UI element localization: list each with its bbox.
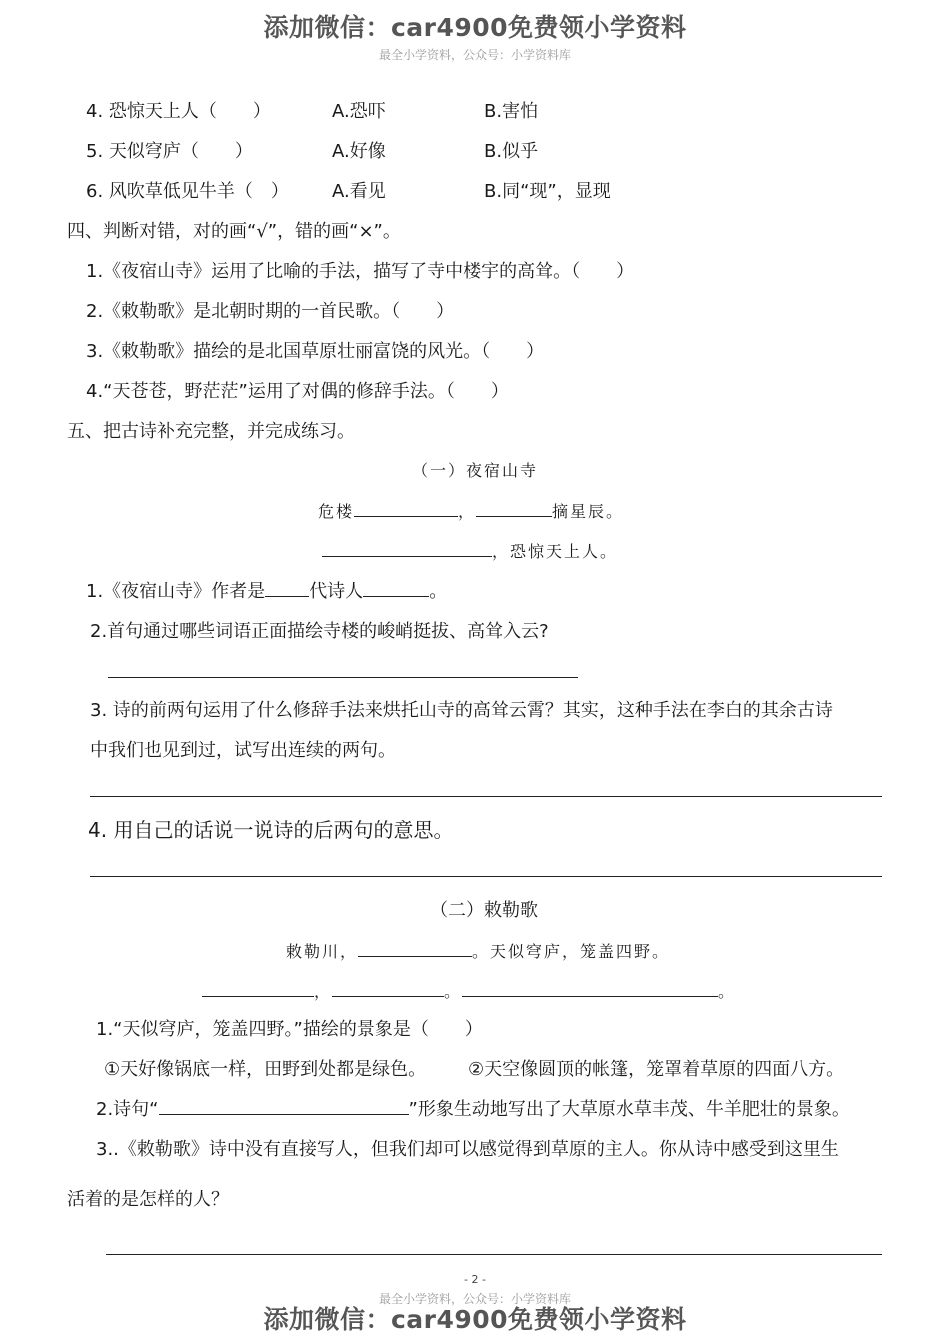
poem1-title: （一）夜宿山寺: [412, 461, 539, 480]
watermark-bottom: 添加微信：car4900免费领小学资料: [263, 1305, 687, 1334]
watermark-top: 添加微信：car4900免费领小学资料: [263, 13, 687, 42]
s5-q1-part-b: 代诗人: [309, 581, 364, 602]
poem1-line2-end: ，恐惊天上人。: [492, 542, 619, 561]
p2-q2-blank[interactable]: [159, 1096, 409, 1115]
s5-q1-part-a: 1.《夜宿山寺》作者是: [86, 581, 266, 602]
s5-q3-line2: 中我们也见到过，试写出连续的两句。: [90, 740, 396, 761]
p2-q3-answer-line[interactable]: [106, 1254, 882, 1255]
s5-q3-answer-line[interactable]: [90, 796, 882, 797]
header-cut-text: 最全小学资料，公众号：小学资料库: [378, 48, 571, 62]
poem2-blank-4[interactable]: [462, 978, 718, 997]
footer-cut-text: 最全小学资料，公众号：小学资料库: [378, 1292, 571, 1306]
p2-q1-option-2: ②天空像圆顶的帐篷，笼罩着草原的四面八方。: [468, 1059, 845, 1080]
section5-title: 五、把古诗补充完整，并完成练习。: [67, 421, 355, 442]
poem2-blank-3[interactable]: [332, 978, 444, 997]
poem2-blank-2[interactable]: [202, 978, 314, 997]
poem2-line2-end: 。: [718, 982, 737, 1001]
s5-q2: 2.首句通过哪些词语正面描绘寺楼的峻峭挺拔、高耸入云?: [90, 621, 549, 642]
poem2-line1: [286, 938, 670, 962]
s5-q1: [86, 577, 447, 603]
s5-q4: 4. 用自己的话说一说诗的后两句的意思。: [88, 818, 454, 842]
s3-item-5-option-b: B.似乎: [484, 141, 539, 162]
poem1-blank-1[interactable]: [354, 498, 458, 517]
s5-q4-answer-line[interactable]: [90, 876, 882, 877]
p2-q3-line1: 3..《敕勒歌》诗中没有直接写人，但我们却可以感觉得到草原的主人。你从诗中感受到这里生: [96, 1139, 839, 1160]
poem1-line2: [322, 538, 618, 562]
poem2-line1-end: 。天似穹庐，笼盖四野。: [472, 942, 671, 961]
s3-item-5-option-a: A.好像: [332, 141, 386, 162]
s5-q1-part-c: 。: [429, 581, 448, 602]
p2-q1-option-1: ①天好像锅底一样，田野到处都是绿色。: [104, 1059, 427, 1080]
s3-item-6-question: 6. 风吹草低见牛羊（ ）: [86, 181, 289, 202]
p2-q1: 1.“天似穹庐，笼盖四野。”描绘的景象是（ ）: [96, 1019, 483, 1040]
poem1-blank-3[interactable]: [322, 538, 492, 557]
poem1-line1: [318, 498, 624, 522]
s5-q1-blank-dynasty[interactable]: [265, 578, 309, 597]
p2-q2-part-b: ”形象生动地写出了大草原水草丰茂、牛羊肥壮的景象。: [408, 1099, 850, 1120]
s5-q3-line1: 3. 诗的前两句运用了什么修辞手法来烘托山寺的高耸云霄？其实，这种手法在李白的其余古诗: [90, 700, 833, 721]
poem1-line1-comma: ，: [458, 502, 477, 521]
p2-q2: [96, 1095, 850, 1121]
poem1-line1-end: 摘星辰。: [552, 502, 625, 521]
poem2-line2-comma: ，: [314, 982, 333, 1001]
s4-item-1: 1.《夜宿山寺》运用了比喻的手法，描写了寺中楼宇的高耸。（ ）: [86, 261, 635, 282]
page-number: - 2 -: [464, 1273, 486, 1286]
s5-q2-answer-line[interactable]: [108, 677, 578, 678]
poem2-title: （二）敕勒歌: [430, 900, 538, 921]
s3-item-4-option-a: A.恐吓: [332, 101, 386, 122]
s5-q1-blank-poet[interactable]: [363, 578, 429, 597]
s4-item-4: 4.“天苍苍，野茫茫”运用了对偶的修辞手法。（ ）: [86, 381, 509, 402]
s4-item-2: 2.《敕勒歌》是北朝时期的一首民歌。（ ）: [86, 301, 455, 322]
s3-item-6-option-a: A.看见: [332, 181, 386, 202]
s3-item-4-option-b: B.害怕: [484, 101, 539, 122]
poem1-line1-start: 危楼: [318, 502, 355, 521]
section4-title: 四、判断对错，对的画“√”，错的画“×”。: [67, 221, 401, 242]
p2-q2-part-a: 2.诗句“: [96, 1099, 159, 1120]
poem2-line2-period: 。: [444, 982, 463, 1001]
poem2-blank-1[interactable]: [358, 938, 472, 957]
s3-item-4-question: 4. 恐惊天上人（ ）: [86, 101, 271, 122]
poem1-blank-2[interactable]: [476, 498, 552, 517]
s4-item-3: 3.《敕勒歌》描绘的是北国草原壮丽富饶的风光。（ ）: [86, 341, 545, 362]
s3-item-5-question: 5. 天似穹庐（ ）: [86, 141, 253, 162]
s3-item-6-option-b: B.同“现”，显现: [484, 181, 611, 202]
p2-q3-line2: 活着的是怎样的人？: [67, 1189, 229, 1210]
poem2-line2: [202, 978, 736, 1002]
poem2-line1-start: 敕勒川，: [286, 942, 359, 961]
